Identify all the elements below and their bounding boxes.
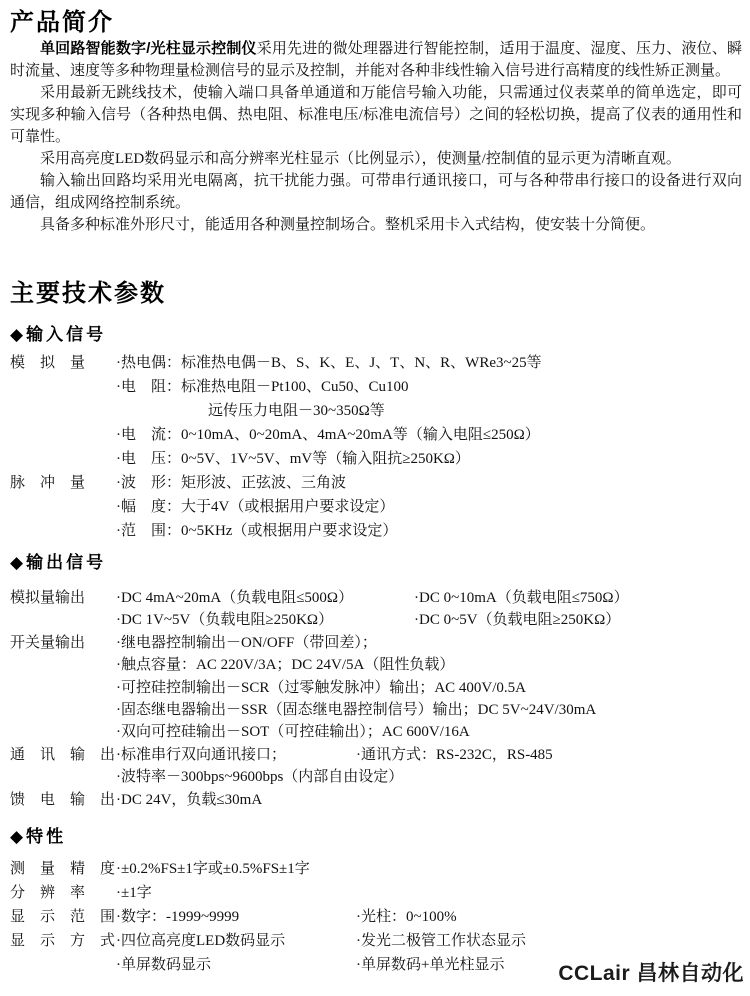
intro-paragraph-5: 具备多种标准外形尺寸，能适用各种测量控制场合。整机采用卡入式结构，使安装十分简便。 bbox=[40, 217, 656, 233]
param-text: ·波特率－300bps~9600bps（内部自由设定） bbox=[116, 769, 404, 786]
param-value bbox=[116, 766, 742, 788]
intro-paragraph-1-text: 采用先进的微处理器进行智能控制，适用于温度、湿度、压力、液位、瞬时流量、速度等多种物理量检测信号的显示及控制，并能对各种非线性输入信号进行高精度的线性矫正测量。 bbox=[10, 41, 742, 79]
param-text: ·四位高亮度LED数码显示 bbox=[116, 933, 286, 950]
param-text: ·电 流：0~10mA、0~20mA、4mA~20mA等（输入电阻≤250Ω） bbox=[116, 427, 540, 443]
param-value bbox=[116, 351, 742, 375]
spec-row bbox=[10, 929, 742, 953]
page-title-intro: 产品简介 bbox=[10, 9, 114, 36]
spec-row bbox=[10, 721, 742, 743]
spec-row bbox=[10, 677, 742, 699]
param-text: ·通讯方式：RS-232C，RS-485 bbox=[356, 746, 553, 763]
param-text: ·±1字 bbox=[116, 885, 152, 902]
param-text: ·固态继电器输出－SSR（固态继电器控制信号）输出；DC 5V~24V/30mA bbox=[116, 702, 597, 719]
param-label bbox=[10, 399, 116, 423]
param-label: 模拟量输出 bbox=[10, 590, 86, 606]
param-text: ·DC 24V，负载≤30mA bbox=[116, 791, 263, 808]
param-value bbox=[116, 881, 742, 905]
param-value bbox=[116, 609, 742, 631]
param-label bbox=[10, 721, 116, 743]
param-text: ·双向可控硅输出－SOT（可控硅输出）；AC 600V/16A bbox=[116, 724, 470, 741]
param-text: ·DC 4mA~20mA（负载电阻≤500Ω） bbox=[116, 590, 354, 606]
param-value bbox=[116, 857, 742, 881]
param-text: ·单屏数码显示 bbox=[116, 957, 211, 974]
input-signals-table bbox=[10, 351, 742, 543]
param-text: ·范 围：0~5KHz（或根据用户要求设定） bbox=[116, 523, 398, 539]
param-value bbox=[116, 744, 742, 766]
param-value bbox=[116, 632, 742, 654]
param-text: ·继电器控制输出－ON/OFF（带回差）； bbox=[116, 634, 377, 651]
param-text: 远传压力电阻－30~350Ω等 bbox=[208, 403, 385, 419]
param-label: 馈 电 输 出 bbox=[10, 791, 116, 808]
spec-row bbox=[10, 447, 742, 471]
intro-paragraph-2: 采用最新无跳线技术，使输入端口具备单通道和万能信号输入功能，只需通过仪表菜单的简单选定，即可实现多种输入信号（各种热电偶、热电阻、标准电压/标准电流信号）之间的轻松切换，提高了仪表的通用性和可靠性。 bbox=[10, 85, 742, 145]
param-text: ·DC 1V~5V（负载电阻≥250KΩ） bbox=[116, 612, 334, 629]
param-label: 脉 冲 量 bbox=[10, 475, 86, 491]
param-label: 开关量输出 bbox=[10, 634, 86, 651]
spec-row bbox=[10, 375, 742, 399]
spec-row bbox=[10, 699, 742, 721]
param-text: ·±0.2%FS±1字或±0.5%FS±1字 bbox=[116, 861, 310, 878]
param-text: ·波 形：矩形波、正弦波、三角波 bbox=[116, 475, 346, 491]
param-value bbox=[116, 375, 742, 399]
param-value bbox=[116, 677, 742, 699]
spec-row bbox=[10, 632, 742, 654]
param-value bbox=[116, 789, 742, 811]
spec-row bbox=[10, 471, 742, 495]
spec-row bbox=[10, 654, 742, 676]
param-label: 模 拟 量 bbox=[10, 355, 86, 371]
param-value bbox=[116, 471, 742, 495]
param-label bbox=[10, 519, 116, 543]
param-label bbox=[10, 609, 116, 631]
spec-row bbox=[10, 881, 742, 905]
param-label bbox=[10, 953, 116, 977]
spec-row bbox=[10, 495, 742, 519]
param-value bbox=[116, 519, 742, 543]
intro-paragraph-4: 输入输出回路均采用光电隔离，抗干扰能力强。可带串行通讯接口，可与各种带串行接口的设备进行双向通信，组成网络控制系统。 bbox=[10, 173, 742, 211]
param-label bbox=[10, 699, 116, 721]
section-header-features: ◆特性 bbox=[10, 827, 67, 847]
spec-row bbox=[10, 399, 742, 423]
param-text: ·标准串行双向通讯接口； bbox=[116, 746, 286, 763]
spec-row bbox=[10, 609, 742, 631]
param-value bbox=[116, 905, 742, 929]
param-value bbox=[116, 699, 742, 721]
param-value bbox=[116, 399, 742, 423]
section-header-output-signals: ◆输出信号 bbox=[10, 553, 107, 572]
param-text: ·电 阻：标准热电阻－Pt100、Cu50、Cu100 bbox=[116, 379, 409, 395]
param-label bbox=[10, 654, 116, 676]
param-text: ·单屏数码+单光柱显示 bbox=[356, 957, 505, 974]
section-header-input-signals: ◆输入信号 bbox=[10, 325, 107, 344]
param-value bbox=[116, 654, 742, 676]
spec-row bbox=[10, 519, 742, 543]
output-signals-table bbox=[10, 587, 742, 811]
param-text: ·电 压：0~5V、1V~5V、mV等（输入阻抗≥250KΩ） bbox=[116, 451, 470, 467]
product-name: 单回路智能数字/光柱显示控制仪 bbox=[40, 40, 257, 57]
spec-row bbox=[10, 766, 742, 788]
param-label: 显 示 范 围 bbox=[10, 909, 116, 926]
spec-row bbox=[10, 351, 742, 375]
param-value bbox=[116, 929, 742, 953]
intro-paragraph-3: 采用高亮度LED数码显示和高分辨率光柱显示（比例显示），使测量/控制值的显示更为清晰直观。 bbox=[40, 151, 681, 167]
param-label: 显 示 方 式 bbox=[10, 933, 116, 950]
spec-row bbox=[10, 587, 742, 609]
param-label bbox=[10, 677, 116, 699]
spec-row bbox=[10, 857, 742, 881]
param-value bbox=[116, 587, 742, 609]
param-text: ·可控硅控制输出－SCR（过零触发脉冲）输出；AC 400V/0.5A bbox=[116, 679, 527, 696]
param-label: 通 讯 输 出 bbox=[10, 746, 116, 763]
param-label bbox=[10, 766, 116, 788]
intro-paragraph-1 bbox=[10, 38, 742, 82]
param-label bbox=[10, 375, 116, 399]
param-text: ·热电偶：标准热电偶－B、S、K、E、J、T、N、R、WRe3~25等 bbox=[116, 355, 542, 371]
page-title-params: 主要技术参数 bbox=[10, 280, 166, 307]
param-text: ·数字：-1999~9999 bbox=[116, 909, 240, 926]
param-value bbox=[116, 423, 742, 447]
param-text: ·光柱：0~100% bbox=[356, 909, 457, 926]
param-value bbox=[116, 721, 742, 743]
param-label: 分 辨 率 bbox=[10, 885, 86, 902]
spec-row bbox=[10, 905, 742, 929]
param-label: 测 量 精 度 bbox=[10, 861, 116, 878]
param-label bbox=[10, 447, 116, 471]
spec-row bbox=[10, 744, 742, 766]
param-text: ·触点容量：AC 220V/3A；DC 24V/5A（阻性负载） bbox=[116, 657, 455, 674]
param-text: ·发光二极管工作状态显示 bbox=[356, 933, 526, 950]
param-label bbox=[10, 423, 116, 447]
spec-row bbox=[10, 423, 742, 447]
company-logo: CCLair 昌林自动化 bbox=[558, 962, 744, 985]
spec-row bbox=[10, 789, 742, 811]
param-value bbox=[116, 495, 742, 519]
param-value bbox=[116, 447, 742, 471]
param-label bbox=[10, 495, 116, 519]
param-text: ·DC 0~10mA（负载电阻≤750Ω） bbox=[414, 590, 629, 606]
param-text: ·幅 度：大于4V（或根据用户要求设定） bbox=[116, 499, 395, 515]
param-text: ·DC 0~5V（负载电阻≥250KΩ） bbox=[414, 612, 621, 629]
